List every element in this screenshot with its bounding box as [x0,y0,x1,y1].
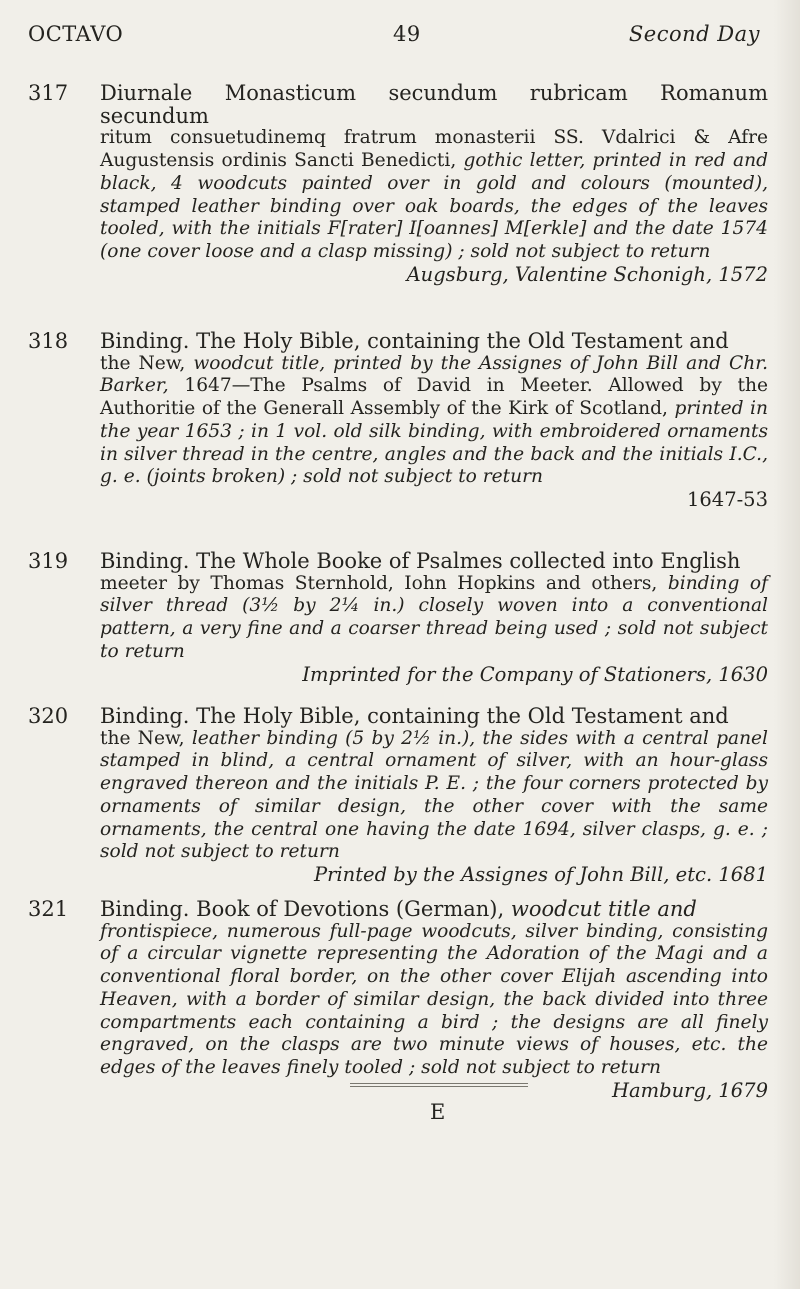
lot-description [100,330,768,489]
lot-text-italic-2: printed in the year 1653 ; in 1 vol. old silk binding, with embroidered ornaments in silver thread in the centre, angles and the back and the initials I.C., g. e. (joints broken) ; sold not subject to return [100,398,768,488]
imprint-text: Printed by the Assignes of John Bill, etc. 1681 [313,862,768,886]
header-format: OCTAVO [28,22,124,46]
lot-entry-317 [28,82,768,286]
page-edge-shadow [774,0,800,1289]
lot-description [100,898,768,1080]
lot-entry-321 [28,898,768,1102]
lot-imprint [28,489,768,512]
lot-title-line: Binding. The Whole Booke of Psalmes collected into English [100,549,741,573]
lot-number: 321 [28,897,69,921]
lot-title-italic: woodcut title and [510,897,697,921]
lot-number: 320 [28,704,69,728]
lot-title-line: Binding. The Holy Bible, containing the Old Testament and [100,329,729,353]
lot-number: 318 [28,329,69,353]
closing-rule-second [350,1086,528,1087]
lot-text-italic: frontispiece, numerous full-page woodcuts, silver binding, consisting of a circular vignette representing the Adoration of the Magi and a conventional floral border, on the other cover Elijah ascending into Heaven, with a border of similar design, the back divided into three compartments each containing a bird ; the designs are all finely engraved, on the clasps are two minute views of houses, etc. the edges of the leaves finely tooled ; sold not subject to return [100,920,768,1078]
lot-title-line: Diurnale Monasticum secundum rubricam Romanum secundum [100,81,768,128]
lot-imprint [28,264,768,287]
lot-text: ritum consuetudinemq fratrum monasterii SS. Vdalrici & Afre Augustensis ordinis Sancti Benedicti, [100,127,768,172]
lot-text-italic: gothic letter, printed in red and black, 4 woodcuts painted over in gold and colours (mounted), stamped leather binding over oak boards, the edges of the leaves tooled, with the initials F[rater] I[oannes] M[erkle] and the date 1574 (one cover loose and a clasp missing) ; sold not subject to return [100,150,768,262]
lot-text: meeter by Thomas Sternhold, Iohn Hopkins and others, [100,572,658,594]
lot-description [100,550,768,664]
imprint-text: Augsburg, Valentine Schonigh, 1572 [406,262,768,286]
lot-text-italic: woodcut title, printed by the Assignes of John Bill and Chr. Barker, [100,352,768,397]
lot-text: the New, [100,727,185,749]
page-number: 49 [393,22,421,46]
lot-title-line [100,898,768,921]
lot-text-italic: leather binding (5 by 2½ in.), the sides with a central panel stamped in blind, a central ornament of silver, with an hour-glass engraved thereon and the initials P. E. ; the four corners protected by ornaments of similar design, the other cover with the same ornaments, the central one having the date 1694, silver clasps, g. e. ; sold not subject to return [100,727,768,863]
lot-text-2: 1647—The Psalms of David in Meeter. Allowed by the Authoritie of the Generall Assembly of the Kirk of Scotland, [100,375,768,420]
page-header [28,22,760,52]
imprint-text: 1647-53 [686,487,768,511]
lot-imprint [28,864,768,887]
lot-entry-319 [28,550,768,686]
lot-number: 319 [28,549,69,573]
signature-mark: E [430,1100,446,1124]
header-sale-day: Second Day [628,22,760,46]
lot-entry-320 [28,705,768,887]
lot-title-text: Binding. Book of Devotions (German), [100,897,505,921]
lot-number: 317 [28,81,69,105]
imprint-text: Hamburg, 1679 [612,1078,768,1102]
closing-rule [350,1083,528,1084]
lot-title-line: Binding. The Holy Bible, containing the Old Testament and [100,704,729,728]
lot-text: the New, [100,352,186,374]
lot-description [100,705,768,864]
lot-description [100,82,768,264]
lot-imprint [28,664,768,687]
imprint-text: Imprinted for the Company of Stationers, 1630 [302,662,768,686]
lot-text-italic: binding of silver thread (3½ by 2¼ in.) closely woven into a conventional pattern, a very fine and a coarser thread being used ; sold not subject to return [100,572,768,662]
lot-entry-318 [28,330,768,512]
